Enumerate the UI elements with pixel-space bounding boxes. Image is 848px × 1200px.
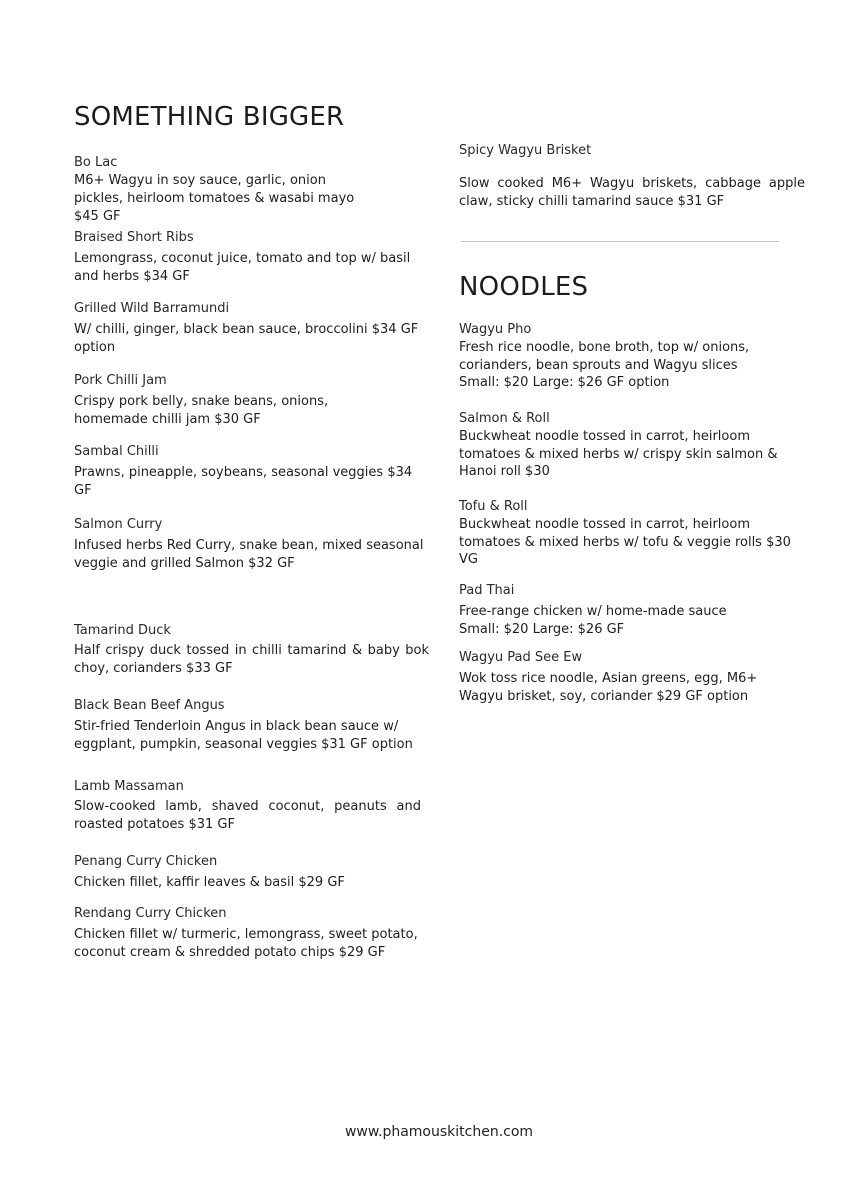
item-description: Fresh rice noodle, bone broth, top w/ onions, corianders, bean sprouts and Wagyu slices: [459, 340, 750, 373]
item-description: Buckwheat noodle tossed in carrot, heirloom tomatoes & mixed herbs w/ crispy skin salmon & Hanoi roll $30: [459, 429, 778, 479]
item-name: Pad Thai: [459, 583, 515, 598]
footer: [0, 1124, 848, 1140]
menu-item-pork-chilli-jam: [74, 372, 404, 429]
item-description: Crispy pork belly, snake beans, onions, homemade chilli jam $30 GF: [74, 394, 329, 427]
menu-item-salmon-and-roll: [459, 410, 779, 481]
menu-item-lamb-massaman: [74, 778, 421, 834]
item-description: Buckwheat noodle tossed in carrot, heirloom tomatoes & mixed herbs w/ tofu & veggie rolls $30 VG: [459, 517, 791, 567]
item-name: Rendang Curry Chicken: [74, 906, 227, 921]
item-description: Slow-cooked lamb, shaved coconut, peanuts and roasted potatoes $31 GF: [74, 799, 421, 832]
item-name: Lamb Massaman: [74, 779, 184, 794]
menu-item-tofu-and-roll: [459, 498, 794, 569]
item-price: Small: $20 Large: $26 GF: [459, 621, 625, 637]
menu-item-tamarind-duck: [74, 622, 429, 678]
item-name: Tamarind Duck: [74, 623, 171, 638]
section-divider: [461, 241, 779, 242]
menu-item-grilled-wild-barramundi: [74, 300, 419, 357]
item-name: Braised Short Ribs: [74, 230, 194, 245]
item-description: Slow cooked M6+ Wagyu briskets, cabbage apple claw, sticky chilli tamarind sauce $31 GF: [459, 176, 805, 209]
item-description: Infused herbs Red Curry, snake bean, mixed seasonal veggie and grilled Salmon $32 GF: [74, 538, 424, 571]
menu-item-black-bean-beef-angus: [74, 697, 414, 754]
menu-item-penang-curry-chicken: [74, 853, 414, 892]
menu-item-bo-lac: [74, 154, 374, 226]
menu-item-pad-thai: [459, 582, 779, 638]
item-name: Penang Curry Chicken: [74, 854, 218, 869]
item-name: Black Bean Beef Angus: [74, 698, 225, 713]
website-link[interactable]: www.phamouskitchen.com: [344, 1124, 534, 1140]
menu-item-rendang-curry-chicken: [74, 905, 429, 962]
menu-item-wagyu-pad-see-ew: [459, 649, 759, 705]
item-name: Salmon Curry: [74, 517, 163, 532]
item-description: Free-range chicken w/ home-made sauce: [459, 604, 727, 619]
item-name: Sambal Chilli: [74, 444, 159, 459]
item-description: Half crispy duck tossed in chilli tamarind & baby bok choy, corianders $33 GF: [74, 643, 429, 676]
item-name: Pork Chilli Jam: [74, 373, 167, 388]
menu-item-sambal-chilli: [74, 443, 414, 500]
item-description: W/ chilli, ginger, black bean sauce, broccolini $34 GF option: [74, 322, 419, 355]
menu-item-wagyu-pho: [459, 321, 759, 392]
menu-item-salmon-curry: [74, 516, 424, 573]
item-name: Spicy Wagyu Brisket: [459, 143, 592, 158]
item-name: Wagyu Pad See Ew: [459, 650, 583, 665]
section-title-noodles: NOODLES: [459, 272, 589, 302]
item-name: Tofu & Roll: [459, 499, 528, 514]
item-price: Small: $20 Large: $26 GF option: [459, 375, 670, 390]
item-name: Wagyu Pho: [459, 322, 532, 337]
item-description: Chicken fillet, kaffir leaves & basil $29 GF: [74, 875, 345, 890]
item-description: Chicken fillet w/ turmeric, lemongrass, sweet potato, coconut cream & shredded potato chips $29 GF: [74, 927, 418, 960]
menu-item-spicy-wagyu-brisket: [459, 142, 805, 211]
item-description: M6+ Wagyu in soy sauce, garlic, onion pickles, heirloom tomatoes & wasabi mayo $45 GF: [74, 173, 355, 224]
item-name: Grilled Wild Barramundi: [74, 301, 230, 316]
section-title-something-bigger: SOMETHING BIGGER: [74, 102, 345, 132]
menu-item-braised-short-ribs: [74, 229, 414, 286]
item-description: Wok toss rice noodle, Asian greens, egg, M6+ Wagyu brisket, soy, coriander $29 GF option: [459, 671, 758, 704]
item-description: Stir-fried Tenderloin Angus in black bean sauce w/ eggplant, pumpkin, seasonal veggies $31 GF option: [74, 719, 413, 752]
item-name: Bo Lac: [74, 155, 118, 170]
item-name: Salmon & Roll: [459, 411, 550, 426]
item-description: Prawns, pineapple, soybeans, seasonal veggies $34 GF: [74, 465, 413, 498]
item-description: Lemongrass, coconut juice, tomato and top w/ basil and herbs $34 GF: [74, 251, 411, 284]
